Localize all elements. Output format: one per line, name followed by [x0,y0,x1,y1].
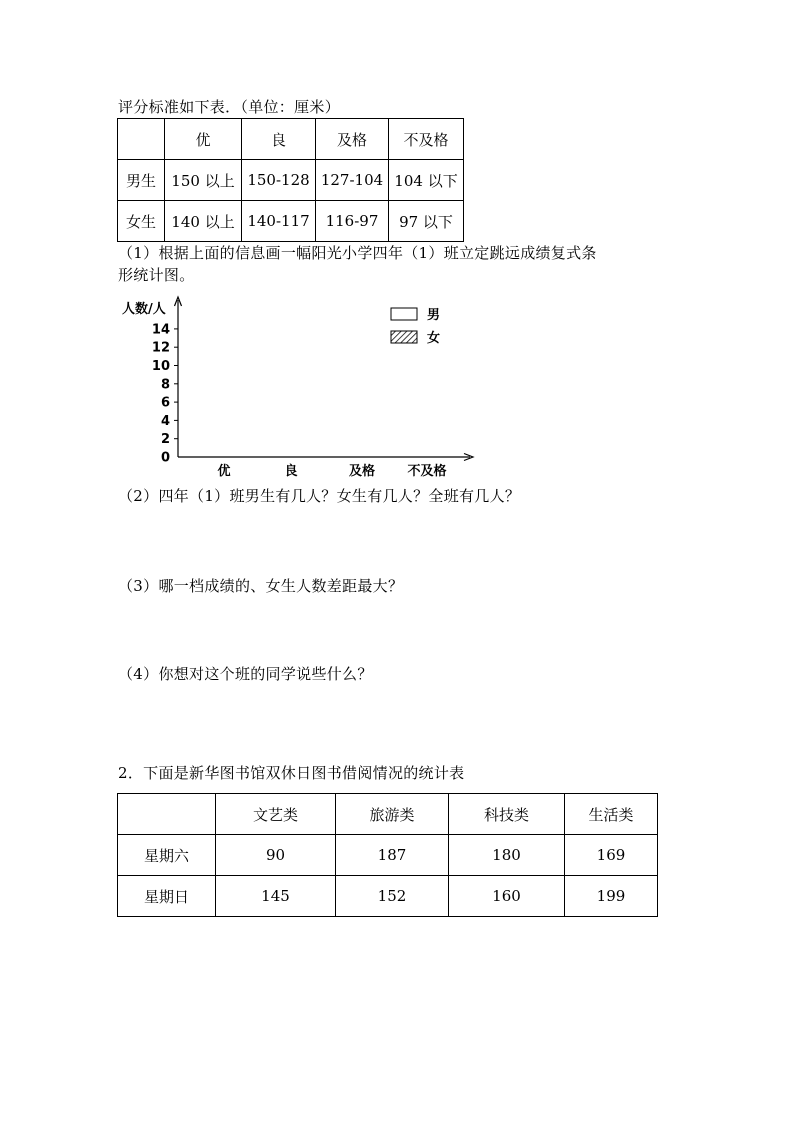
table-cell: 150-128 [242,160,316,201]
table-cell: 星期日 [118,876,216,917]
table-header-cell [118,119,165,160]
x-tick-label: 不及格 [407,464,447,479]
question-2-text: （2）四年（1）班男生有几人？女生有几人？全班有几人？ [118,487,521,505]
legend-swatch-female [391,331,417,343]
table-cell: 116-97 [316,201,389,242]
table-header-cell: 旅游类 [336,794,449,835]
table-cell: 女生 [118,201,165,242]
table-header-cell: 文艺类 [216,794,336,835]
table-header-row [118,119,464,160]
blank-bar-chart [110,288,490,483]
grading-table [117,118,464,242]
table-header-cell: 不及格 [389,119,464,160]
table-cell: 187 [336,835,449,876]
table-header-cell: 良 [242,119,316,160]
x-tick-label: 良 [284,464,298,479]
table-cell: 男生 [118,160,165,201]
table-cell: 180 [449,835,565,876]
table-cell: 160 [449,876,565,917]
table-header-cell: 优 [165,119,242,160]
legend-label-male: 男 [427,308,441,323]
table-cell: 145 [216,876,336,917]
table-cell: 127-104 [316,160,389,201]
y-axis-label: 人数/人 [122,302,166,317]
table-row [118,876,658,917]
legend-swatch-male [391,308,417,320]
table-cell: 169 [565,835,658,876]
y-tick-label: 2 [160,432,170,448]
table-header-cell [118,794,216,835]
question-4-text: （4）你想对这个班的同学说些什么？ [118,665,373,683]
table-row [118,835,658,876]
table-cell: 90 [216,835,336,876]
table-row [118,160,464,201]
table-header-cell: 及格 [316,119,389,160]
y-tick-label: 8 [160,377,170,393]
table-cell: 199 [565,876,658,917]
table-row [118,201,464,242]
y-tick-label: 14 [151,322,170,338]
table-cell: 152 [336,876,449,917]
y-tick-label: 4 [160,413,170,429]
library-borrowing-table [117,793,658,917]
problem-2-title: 2．下面是新华图书馆双休日图书借阅情况的统计表 [118,764,465,782]
x-tick-label: 及格 [348,464,376,479]
y-tick-label: 10 [151,359,170,374]
question-1-text-line2: 形统计图。 [118,266,195,284]
table-cell: 104 以下 [389,160,464,201]
table-caption: 评分标准如下表．（单位：厘米） [118,98,341,116]
y-tick-label: 6 [160,395,170,411]
table-cell: 星期六 [118,835,216,876]
question-1-text-line1: （1）根据上面的信息画一幅阳光小学四年（1）班立定跳远成绩复式条 [118,244,597,262]
legend-label-female: 女 [427,331,441,346]
table-cell: 150 以上 [165,160,242,201]
table-header-cell: 科技类 [449,794,565,835]
table-cell: 97 以下 [389,201,464,242]
y-tick-label: 0 [160,450,170,466]
table-header-cell: 生活类 [565,794,658,835]
x-tick-label: 优 [217,464,231,479]
y-tick-label: 12 [151,340,170,356]
table-cell: 140 以上 [165,201,242,242]
table-cell: 140-117 [242,201,316,242]
table-header-row [118,794,658,835]
question-3-text: （3）哪一档成绩的、女生人数差距最大？ [118,577,404,595]
